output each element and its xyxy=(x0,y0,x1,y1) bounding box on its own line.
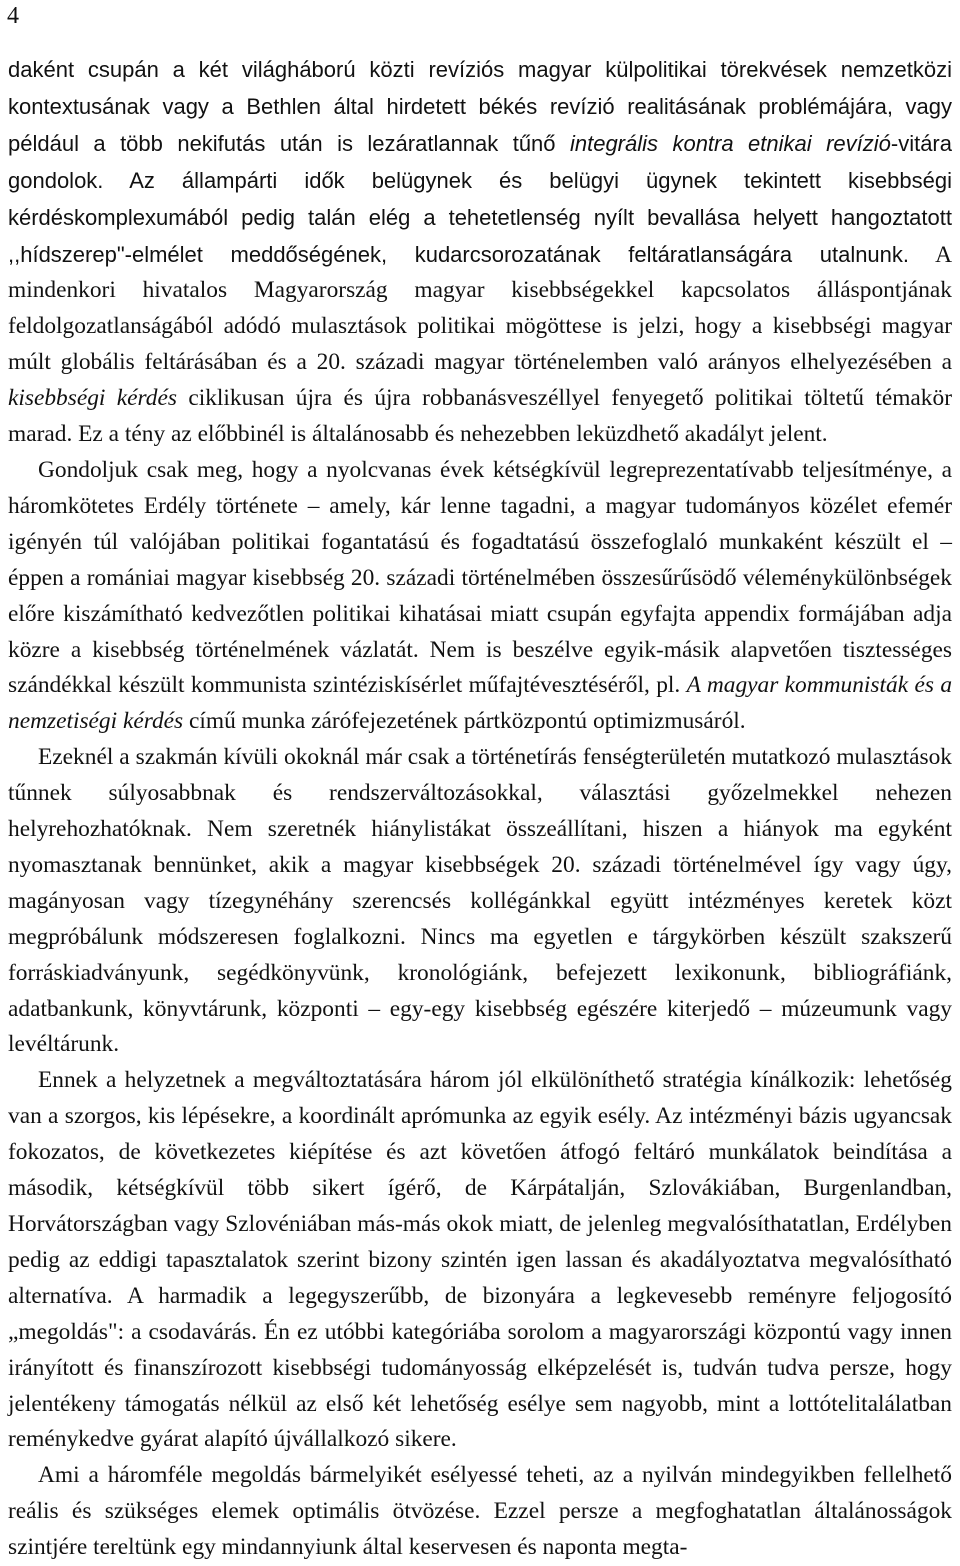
paragraph-4 xyxy=(8,1063,952,1458)
paragraph-1-italic-kisebbsegi-kerdes: kisebbségi kérdés xyxy=(8,385,177,412)
paragraph-1-segment-1: daként csupán a két világháború közti revíziós magyar külpolitikai törekvések nemzetközi kontextusának vagy a Bethlen által hirdetett békés revízió realitásának problémájára, vagy például a több nekifutás után is lezáratlannak tűnő xyxy=(8,57,952,156)
paragraph-2-segment-3: című munka zárófejezetének pártközpontú optimizmusáról. xyxy=(183,708,746,735)
page-number: 4 xyxy=(7,3,19,29)
paragraph-1 xyxy=(8,52,952,453)
paragraph-1-segment-5: A mindenkori hivatalos Magyarország magyar kisebbségekkel kapcsolatos álláspontjának feldolgozatlanságából adódó mulasztások politikai mögöttese is jelzi, hogy a kisebbségi magyar múlt globális feltárásában és a 20. századi magyar történelemben való arányos elhelyezésében a xyxy=(8,241,952,376)
paragraph-4-segment-1: Ennek a helyzetnek a megváltoztatására három jól elkülöníthető stratégia kínálkozik: lehetőség van a szorgos, kis lépésekre, a koordinált aprómunka az egyik esély. Az intézményi bázis ugyancsak fokozatos, de következetes kiépítése és azt követően átfogó feltáró munkálatok beindítása a második, kétségkívül több sikert ígérő, de Kárpátalján, Szlovákiában, Burgenlandban, Horvátországban vagy Szlovéniában más-más okok miatt, de jelenleg megvalósíthatatlan, Erdélyben pedig az eddigi tapasztalatok szerint bizony szintén igen lassan és akadályoztatva megvalósítható alternatíva. A harmadik a legegyszerűbb, de bizonyára a legkevesebb reményre feljogosító „megoldás": a csodavárás. Én ez utóbbi kategóriába sorolom a magyarországi központú vagy innen irányított és finanszírozott kisebbségi tudományosság elképzelését is, tudván tudva persze, hogy jelentékeny támogatás nélkül az első két lehetőség esélye sem nagyobb, mint a lottótelitalálatban reménykedve gyárat alapító újvállalkozó sikere. xyxy=(8,1067,952,1453)
paragraph-3-segment-1: Ezeknél a szakmán kívüli okoknál már csak a történetírás fenségterületén mutatkozó mulasztások tűnnek súlyosabbnak és rendszerváltozásokkal, választási győzelmekkel nehezen helyrehozhatóknak. Nem szeretnék hiánylistákat összeállítani, hiszen a hiányok ma egyként nyomasztanak bennünket, akik a magyar kisebbségek 20. századi történelmével így vagy úgy, magányosan vagy tízegynéhány szerencsés kollégánkkal együtt intézményes keretek közt megpróbálunk módszeresen foglalkozni. Nincs ma egyetlen e tárgykörben készült szakszerű forráskiadványunk, segédkönyvünk, kronológiánk, befejezett lexikonunk, bibliográfiánk, adatbankunk, könyvtárunk, központi – egy-egy kisebbség egészére kiterjedő – múzeumunk vagy levéltárunk. xyxy=(8,744,952,1058)
paragraph-1-segment-7: ciklikusan újra és újra robbanásveszéllyel fenyegető politikai töltetű témakör marad. Ez a tény az előbbinél is általánosabb és nehezebben leküzdhető akadályt jelent. xyxy=(8,385,952,448)
paragraph-2-segment-1: Gondoljuk csak meg, hogy a nyolcvanas évek kétségkívül legreprezentatívabb teljesítménye, a háromkötetes Erdély története – amely, kár lenne tagadni, a magyar tudományos közélet efemér igényén túl valójában politikai fogantatású és fogadtatású összefoglaló munkaként készült el – éppen a romániai magyar kisebbség 20. századi történelmében összesűrűsödő véleménykülönbségek előre kiszámítható kedvezőtlen politikai kihatásai miatt csupán egyfajta appendix formájában adja közre a kisebbség történelmének vázlatát. Nem is beszélve egyik-másik alapvetően tisztességes szándékkal készült kommunista szintéziskísérlet műfajtévesztéséről, pl. xyxy=(8,456,952,699)
paragraph-1-segment-3: -vitára gondolok. xyxy=(8,130,952,193)
paragraph-1-segment-4: Az állampárti idők belügynek és belügyi ügynek tekintett kisebbségi kérdéskomplexumából pedig talán elég a tehetetlenség nyílt bevallása helyett hangoztatott ,,hídszerep"-elmélet meddőségének, kudarcsorozatának feltáratlanságára utalnunk. xyxy=(8,167,953,267)
document-body xyxy=(8,52,952,1566)
paragraph-3 xyxy=(8,740,952,1063)
paragraph-5 xyxy=(8,1458,952,1566)
paragraph-2-italic-title: A magyar kommunisták és a nemzetiségi kérdés xyxy=(8,672,953,735)
paragraph-5-segment-1: Ami a háromféle megoldás bármelyikét esélyessé teheti, az a nyilván mindegyikben fellelhető reális és szükséges elemek optimális ötvözése. Ezzel persze a megfoghatatlan általánosságok szintjére tereltünk egy mindannyiunk által keservesen és naponta megta- xyxy=(8,1462,952,1561)
paragraph-2 xyxy=(8,453,952,740)
paragraph-1-italic-term: integrális kontra etnikai revízió xyxy=(569,130,891,156)
